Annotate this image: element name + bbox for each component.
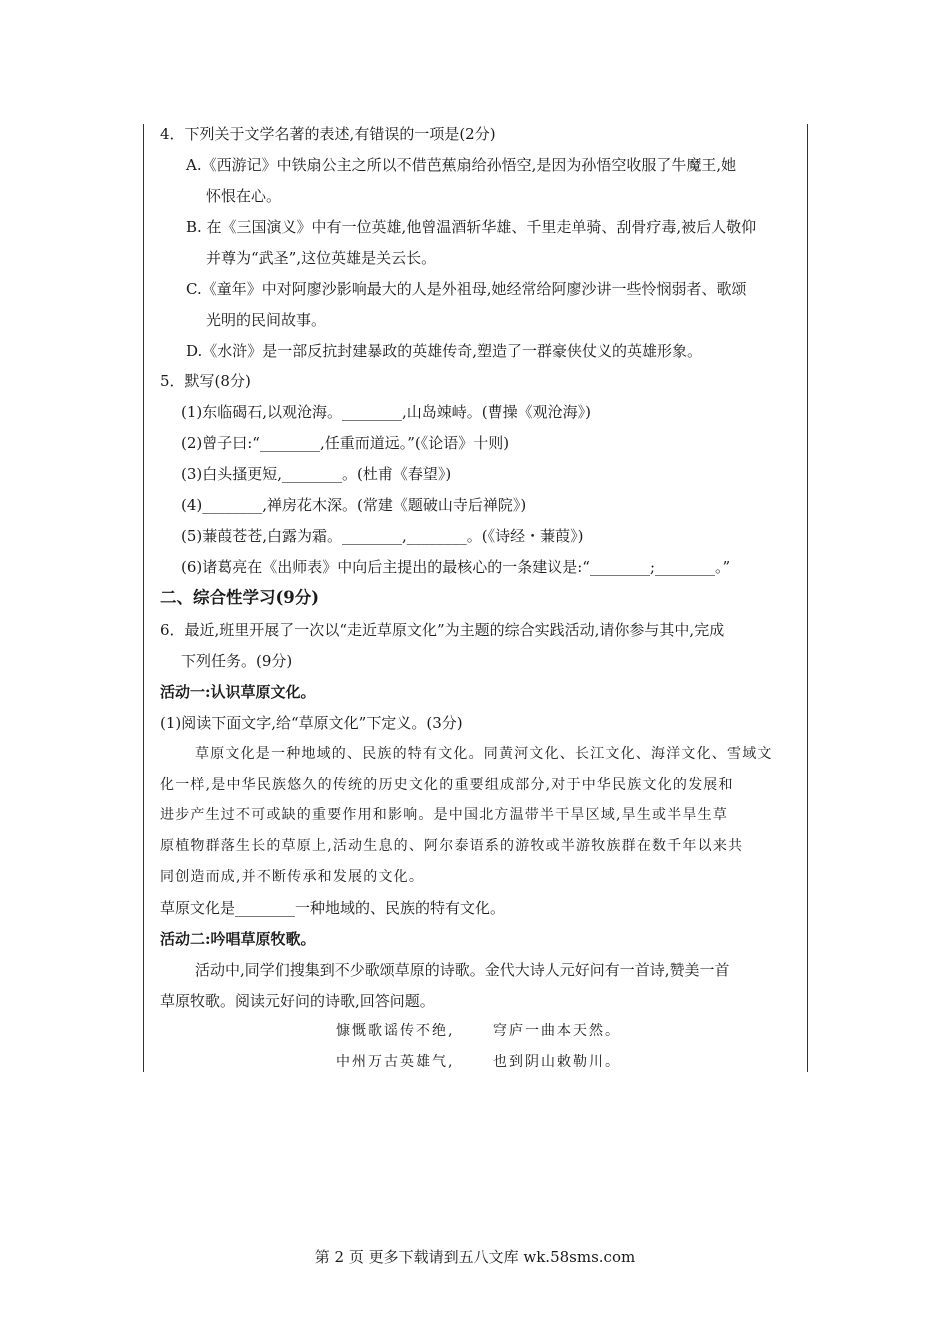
poem-line-2b: 也到阴山敕勒川。	[493, 1054, 621, 1070]
q5-item-4: (4)________,禅房花木深。(常建《题破山寺后禅院》)	[181, 496, 527, 514]
q5-stem: 5．默写(8分)	[160, 372, 251, 390]
q6-stem: 6．最近,班里开展了一次以“走近草原文化”为主题的综合实践活动,请你参与其中,完成	[160, 621, 725, 639]
q4-stem: 4．下列关于文学名著的表述,有错误的一项是(2分)	[160, 125, 496, 143]
q5-item-1: (1)东临碣石,以观沧海。________,山岛竦峙。(曹操《观沧海》)	[181, 403, 591, 421]
poem-line-1b: 穹庐一曲本天然。	[493, 1023, 621, 1039]
activity-2-intro-cont: 草原牧歌。阅读元好问的诗歌,回答问题。	[160, 992, 435, 1010]
q4-option-c-cont: 光明的民间故事。	[206, 311, 327, 329]
page-footer: 第 2 页 更多下载请到五八文库 wk.58sms.com	[314, 1248, 636, 1266]
passage-line: 化一样,是中华民族悠久的传统的历史文化的重要组成部分,对于中华民族文化的发展和	[160, 777, 734, 793]
activity-2-heading: 活动二:吟唱草原牧歌。	[160, 930, 316, 948]
q5-item-6: (6)诸葛亮在《出师表》中向后主提出的最核心的一条建议是:“________;________。”	[181, 558, 731, 576]
passage-line: 草原文化是一种地域的、民族的特有文化。同黄河文化、长江文化、海洋文化、雪域文	[195, 746, 773, 762]
passage-line: 原植物群落生长的草原上,活动生息的、阿尔泰语系的游牧或半游牧族群在数千年以来共	[160, 838, 744, 854]
activity-2-intro: 活动中,同学们搜集到不少歌颂草原的诗歌。金代大诗人元好问有一首诗,赞美一首	[195, 961, 730, 979]
section-heading: 二、综合性学习(9分)	[160, 588, 320, 607]
poem-line-2a: 中州万古英雄气,	[336, 1054, 455, 1070]
q4-option-d: D.《水浒》是一部反抗封建暴政的英雄传奇,塑造了一群豪侠仗义的英雄形象。	[186, 342, 703, 360]
passage-line: 进步产生过不可或缺的重要作用和影响。是中国北方温带半干旱区域,旱生或半旱生草	[160, 807, 729, 823]
q4-option-a: A.《西游记》中铁扇公主之所以不借芭蕉扇给孙悟空,是因为孙悟空收服了牛魔王,她	[186, 156, 737, 174]
passage-line: 同创造而成,并不断传承和发展的文化。	[160, 869, 425, 885]
q6-stem-cont: 下列任务。(9分)	[181, 652, 293, 670]
sub-question-1: (1)阅读下面文字,给“草原文化”下定义。(3分)	[160, 714, 463, 732]
q5-item-5: (5)蒹葭苍苍,白露为霜。________,________。(《诗经・蒹葭》)	[181, 527, 584, 545]
poem-line-1a: 慷慨歌谣传不绝,	[336, 1023, 455, 1039]
activity-1-heading: 活动一:认识草原文化。	[160, 683, 316, 701]
q4-option-b: B. 在《三国演义》中有一位英雄,他曾温酒斩华雄、千里走单骑、刮骨疗毒,被后人敬仰	[186, 218, 757, 236]
definition-fill-blank: 草原文化是________一种地域的、民族的特有文化。	[160, 899, 506, 917]
q4-option-c: C.《童年》中对阿廖沙影响最大的人是外祖母,她经常给阿廖沙讲一些怜悯弱者、歌颂	[186, 280, 747, 298]
q4-option-a-cont: 怀恨在心。	[206, 187, 282, 205]
q5-item-3: (3)白头搔更短,________。(杜甫《春望》)	[181, 465, 452, 483]
q5-item-2: (2)曾子曰:“________,任重而道远。”(《论语》十则)	[181, 434, 510, 452]
q4-option-b-cont: 并尊为“武圣”,这位英雄是关云长。	[206, 249, 437, 267]
